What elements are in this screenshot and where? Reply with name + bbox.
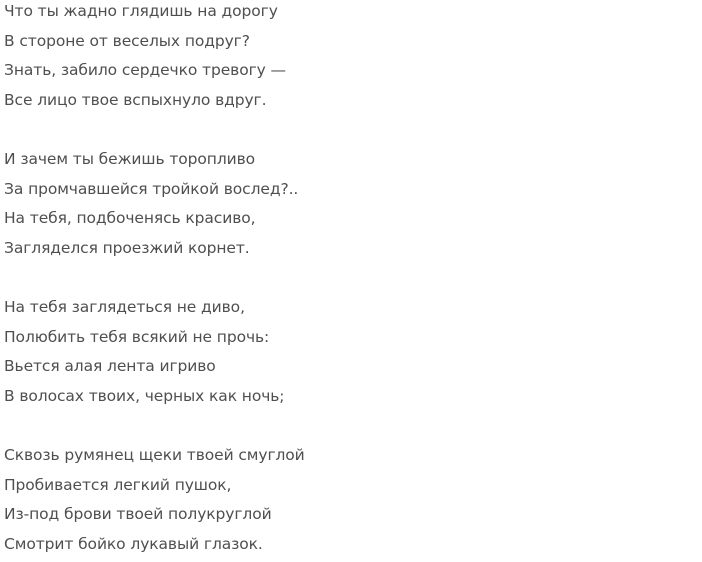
stanza-1 bbox=[4, 0, 698, 118]
poem-line: Полюбить тебя всякий не прочь: bbox=[4, 327, 270, 346]
poem-line: За промчавшейся тройкой вослед?.. bbox=[4, 179, 299, 198]
stanza-2 bbox=[4, 148, 698, 266]
poem-line: В стороне от веселых подруг? bbox=[4, 31, 250, 50]
poem-line: Сквозь румянец щеки твоей смуглой bbox=[4, 445, 305, 464]
poem-line: Смотрит бойко лукавый глазок. bbox=[4, 534, 263, 553]
poem-line: Что ты жадно глядишь на дорогу bbox=[4, 2, 278, 20]
stanza-4 bbox=[4, 444, 698, 562]
poem-line: Все лицо твое вспыхнуло вдруг. bbox=[4, 90, 267, 109]
poem-line: Вьется алая лента игриво bbox=[4, 357, 216, 376]
poem-line: В волосах твоих, черных как ночь; bbox=[4, 386, 285, 405]
stanza-3 bbox=[4, 296, 698, 414]
poem-line: На тебя, подбоченясь красиво, bbox=[4, 209, 256, 228]
poem-line: На тебя заглядеться не диво, bbox=[4, 297, 245, 316]
poem-line: Знать, забило сердечко тревогу — bbox=[4, 61, 286, 80]
poem-line: Из-под брови твоей полукруглой bbox=[4, 505, 272, 524]
poem-line: Пробивается легкий пушок, bbox=[4, 475, 232, 494]
poem-text bbox=[4, 0, 698, 562]
poem-line: Загляделся проезжий корнет. bbox=[4, 238, 250, 257]
poem-line: И зачем ты бежишь торопливо bbox=[4, 149, 256, 168]
